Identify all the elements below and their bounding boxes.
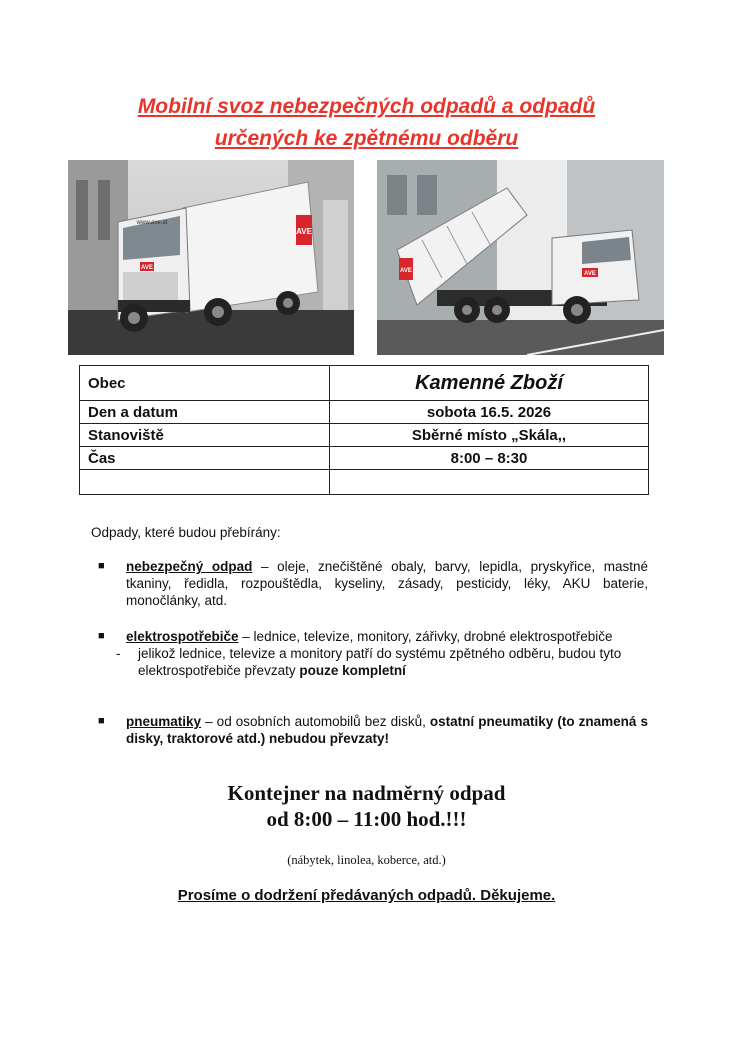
- list-item: [98, 558, 648, 609]
- sub-item: [116, 645, 648, 679]
- table-row: [80, 401, 649, 424]
- bullet-head: nebezpečný odpad: [126, 559, 253, 574]
- row-label: Čas: [80, 447, 330, 470]
- row-value: sobota 16.5. 2026: [330, 401, 649, 424]
- truck1-box-logo: AVE: [296, 227, 312, 236]
- bullet-icon: ■: [98, 715, 105, 727]
- intro-text: Odpady, které budou přebírány:: [91, 525, 281, 540]
- sub-bold: pouze kompletní: [299, 663, 406, 678]
- row-label: Stanoviště: [80, 424, 330, 447]
- truck1-url: www.ave.at: [136, 220, 168, 226]
- sub-text: jelikož lednice, televize a monitory patří do systému zpětného odběru, budou tyto elektrospotřebiče převzaty: [138, 646, 622, 678]
- bullet-icon: ■: [98, 560, 105, 572]
- list-item: [98, 628, 648, 679]
- row-value: Kamenné Zboží: [330, 366, 649, 401]
- row-label: Den a datum: [80, 401, 330, 424]
- container-line-2: od 8:00 – 11:00 hod.!!!: [266, 807, 467, 831]
- table-row: [80, 366, 649, 401]
- table-row: [80, 470, 649, 495]
- box-truck-photo: [68, 160, 354, 355]
- table-row: [80, 424, 649, 447]
- row-label: Obec: [80, 366, 330, 401]
- row-value: [330, 470, 649, 495]
- dash-mark: -: [116, 646, 121, 661]
- truck2-container-logo: AVE: [400, 268, 412, 274]
- list-item: [98, 713, 648, 747]
- container-note: (nábytek, linolea, koberce, atd.): [287, 853, 446, 867]
- container-truck-photo: [377, 160, 664, 355]
- row-value: Sběrné místo „Skála,,: [330, 424, 649, 447]
- bullet-text: – od osobních automobilů bez disků,: [201, 714, 430, 729]
- bullet-head: elektrospotřebiče: [126, 629, 239, 644]
- truck2-cab-logo: AVE: [584, 271, 596, 277]
- bullet-bold-tail: ostatní pneumatiky (to znamená s disky, traktorové atd.) nebudou převzaty!: [126, 714, 648, 746]
- footer-note: Prosíme o dodržení předávaných odpadů. Děkujeme.: [177, 887, 556, 904]
- bullet-text: – oleje, znečištěné obaly, barvy, lepidla, pryskyřice, mastné tkaniny, ředidla, rozpouštědla, kyseliny, zásady, pesticidy, léky, AKU baterie, monočlánky, atd.: [126, 559, 648, 608]
- row-label: [80, 470, 330, 495]
- title-line-1: Mobilní svoz nebezpečných odpadů a odpadů: [137, 95, 596, 118]
- bullet-head: pneumatiky: [126, 714, 202, 729]
- container-line-1: Kontejner na nadměrný odpad: [227, 781, 506, 805]
- table-row: [80, 447, 649, 470]
- bullet-text: – lednice, televize, monitory, zářivky, drobné elektrospotřebiče: [238, 629, 613, 644]
- row-value: 8:00 – 8:30: [330, 447, 649, 470]
- title-line-2: určených ke zpětnému odběru: [214, 127, 519, 150]
- truck1-cab-logo: AVE: [141, 265, 153, 271]
- bullet-icon: ■: [98, 630, 105, 642]
- info-table: [79, 365, 649, 495]
